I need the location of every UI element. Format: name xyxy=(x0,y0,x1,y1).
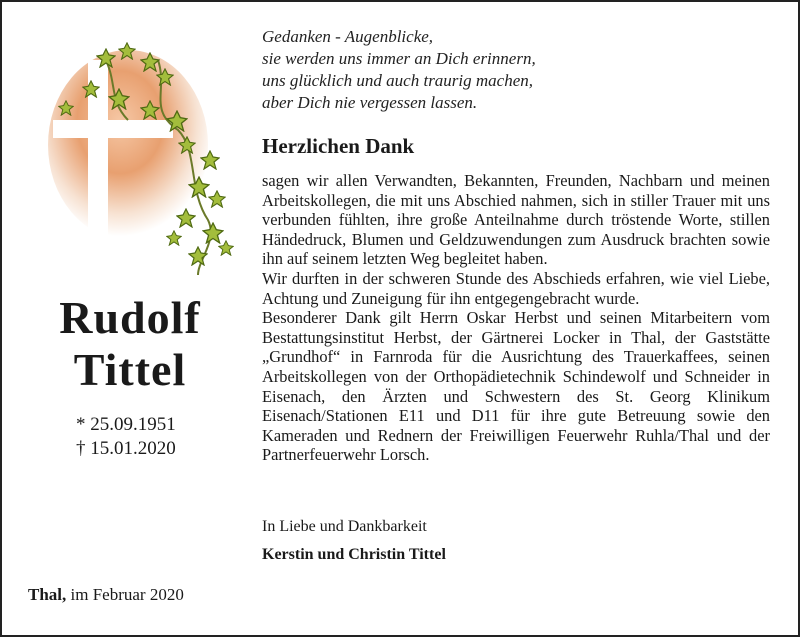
quote xyxy=(262,26,762,114)
quote-line: uns glücklich und auch traurig machen, xyxy=(262,71,534,90)
quote-line: Gedanken - Augenblicke, xyxy=(262,27,434,46)
place-and-date xyxy=(28,585,184,605)
paragraph: Wir durften in der schweren Stunde des Abschieds erfahren, wie viel Liebe, Achtung und Zuneigung für ihn entgegengebracht wurde. xyxy=(262,268,770,308)
death-date: † 15.01.2020 xyxy=(76,438,176,459)
first-name: Rudolf xyxy=(59,292,201,343)
birth-date: * 25.09.1951 xyxy=(76,414,176,435)
place: Thal, xyxy=(28,585,67,604)
life-dates xyxy=(76,413,176,461)
quote-line: aber Dich nie vergessen lassen. xyxy=(262,93,478,112)
thank-you-text xyxy=(262,171,770,465)
date: im Februar 2020 xyxy=(70,585,184,604)
deceased-name xyxy=(30,292,230,396)
quote-line: sie werden uns immer an Dich erinnern, xyxy=(262,49,536,68)
heading: Herzlichen Dank xyxy=(262,134,415,158)
cross-with-ivy-icon xyxy=(48,40,248,280)
signers: Kerstin und Christin Tittel xyxy=(262,546,446,563)
closing-line: In Liebe und Dankbarkeit xyxy=(262,518,427,535)
paragraph: Besonderer Dank gilt Herrn Oskar Herbst und seinen Mitarbeitern vom Bestattungsinstitut Herbst, der Gärtnerei Locker in Thal, der Gaststätte „Grundhof“ in Farnroda für die Ausrichtung des Trauerkaffees, seinen Arbeitskollegen von der Orthopädietechnik Schindewolf und Schneider in Eisenach, den Ärzten und Schwestern des St. Georg Klinikum Eisenach/Stationen E11 und D11 für ihre gute Betreuung sowie den Kameraden und Rednern der Freiwilligen Feuerwehr Ruhla/Thal und der Partnerfeuerwehr Lorsch. xyxy=(262,308,770,465)
cross-horizontal xyxy=(53,120,173,138)
last-name: Tittel xyxy=(73,344,187,395)
paragraph: sagen wir allen Verwandten, Bekannten, Freunden, Nachbarn und meinen Arbeitskollegen, die mit uns Abschied nahmen, sich in stiller Trauer mit uns verbunden fühlten, ihre große Anteilnahme durch tröstende Worte, stillen Händedruck, Blumen und Geldzuwendungen zum Ausdruck brachten sowie ihn auf seinem letzten Weg begleitet haben. xyxy=(262,171,770,269)
